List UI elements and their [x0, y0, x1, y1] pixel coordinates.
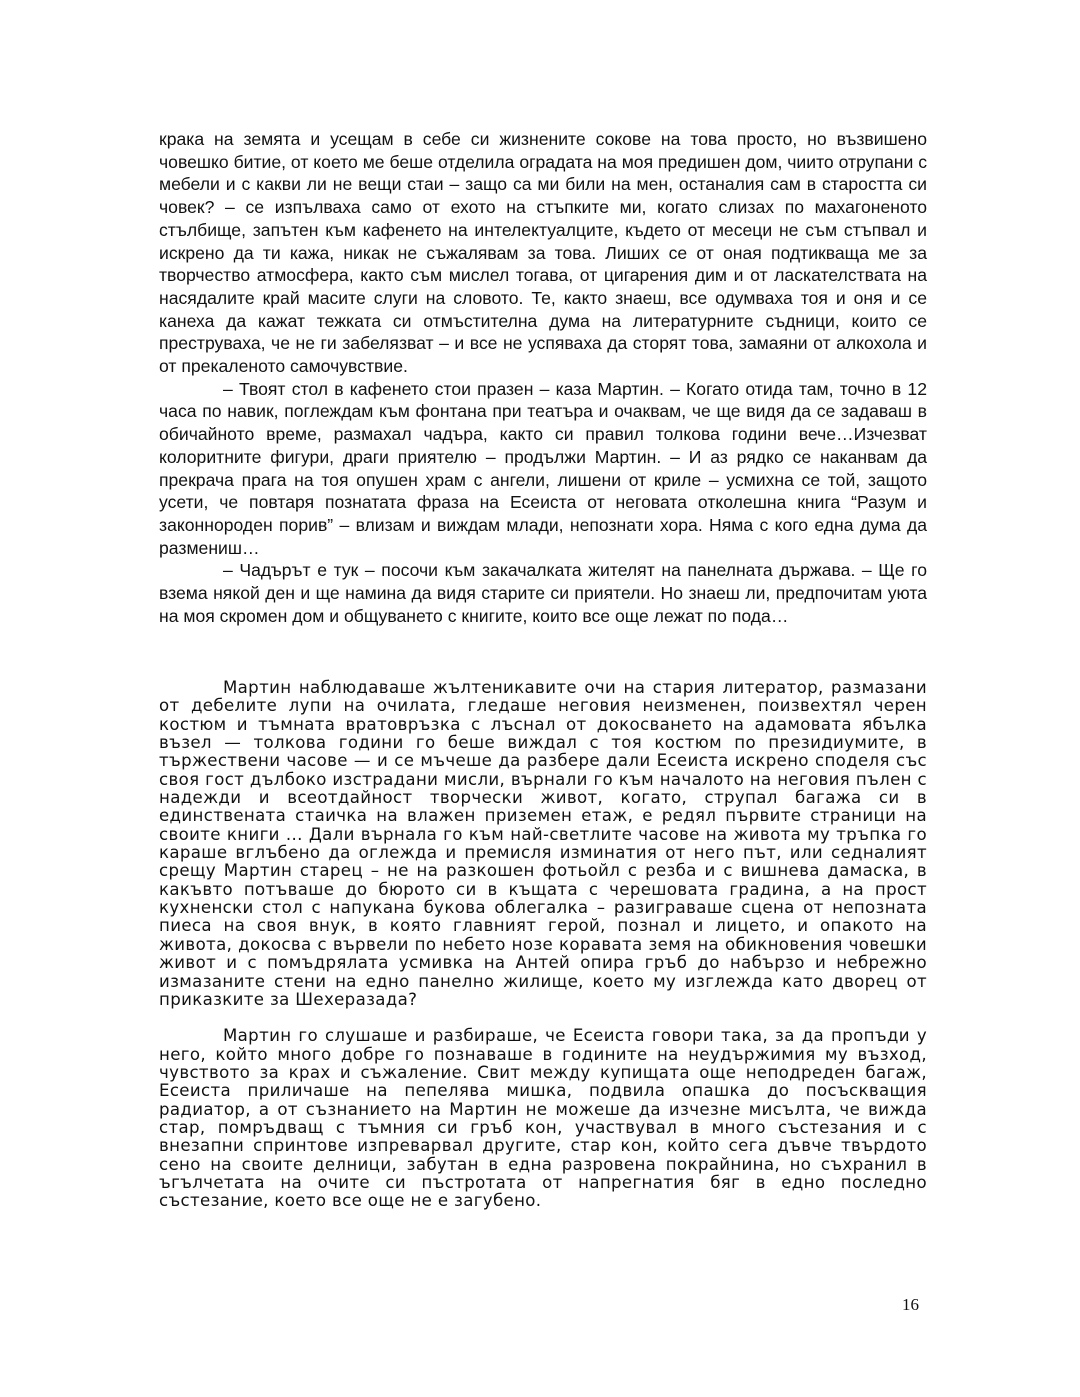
paragraph-martin-listens: Мартин го слушаше и разбираше, че Есеиста говори така, за да пропъди у него, който много добре го познаваше в годините на неудържимия му възход, чувството за крах и съжаление. Свит между купищата още неподреден багаж, Есеиста приличаше на пепелява мишка, подвила опашка до посъскващия радиатор, а от съзнанието на Мартин не можеше да изчезне мисълта, че вижда стар, помръдващ с тъмния си гръб кон, участвувал в много състезания и с внезапни спринтове изпреварвал другите, стар кон, който сега дъвче твърдото сено на своите делници, забутан в една разровена покрайнина, но съхранил в ъгълчетата на очите си пъстротата от напрегнатия бяг в едно последно състезание, което все още не е загубено. — [159, 1026, 927, 1211]
paragraph-martin-observes: Мартин наблюдаваше жълтеникавите очи на стария литератор, размазани от дебелите лупи на очилата, гледаше неговия неизменен, поизвехтял черен костюм и тъмната вратовръзка с лъснал от докосването на адамовата ябълка възел — толкова години го беше виждал с тоя костюм по президиумите, в тържествени часове — и се мъчеше да разбере дали Есеиста искрено споделя със своя гост дълбоко изстрадани мисли, върнали го към началото на неговия пълен с надежди и всеотдайност творчески живот, когато, струпал багажа си в единствената стаичка на влажен приземен етаж, е редял първите страници на своите книги ... Дали върнала го към най-светлите часове на живота му тръпка го караше вглъбено да оглежда и премисля изминатия от него път, или седналият срещу Мартин старец – не на разкошен фотьойл с резба и с вишнева дамаска, в какъвто потъваше до бюрото си в къщата с черешовата градина, а на прост кухненски стол с напукана букова облегалка – разиграваше сцена от непозната пиеса на своя внук, в която главният герой, познал и лицето, и опакото на живота, докосва с вървели по небето нозе коравата земя на обикновения човешки живот и с помъдрялата усмивка на Антей опира гръб до набързо и небрежно измазаните стени на едно панелно жилище, което му изглежда като дворец от приказките за Шехеразада? — [159, 678, 927, 1009]
page-number: 16 — [902, 1295, 919, 1314]
paragraph-dialogue-umbrella: – Чадърът е тук – посочи към закачалката жителят на панелната държава. – Ще го взема някой ден и ще намина да видя старите си приятели. Но знаеш ли, предпочитам уюта на моя скромен дом и общуването с книгите, които все още лежат по пода… — [159, 560, 927, 626]
text-section-bottom — [159, 679, 927, 1229]
text-section-top — [159, 128, 927, 627]
paragraph-continuation: крака на земята и усещам в себе си жизнените сокове на това просто, но възвишено човешко битие, от което ме беше отделила оградата на моя предишен дом, чиито отрупани с мебели и с какви ли не вещи стаи – защо са ми били на мен, останалия сам в старостта си човек? – се изпълваха само от ехото на стъпките ми, когато слизах по махагоненото стълбище, запътен към кафенето на интелектуалците, където от месеци не съм стъпвал и искрено да ти кажа, никак не съжалявам за това. Лиших се от оная подтикваща ме за творчество атмосфера, както съм мислел тогава, от цигарения дим и от ласкателствата на насядалите край масите слуги на словото. Те, както знаеш, все одумваха тоя и оня и се канеха да кажат тежката си отмъстителна дума на литературните съдници, които се преструваха, че не ги забелязват – и все не успяваха да сторят това, замаяни от алкохола и от прекаленото самочувствие. — [159, 129, 927, 377]
paragraph-dialogue-martin: – Твоят стол в кафенето стои празен – каза Мартин. – Когато отида там, точно в 12 часа по навик, поглеждам към фонтана при театъра и очаквам, че ще видя да се задаваш в обичайното време, размахал чадъра, както си правил толкова години вече…Изчезват колоритните фигури, драги приятелю – продължи Мартин. – И аз рядко се наканвам да прекрача прага на тоя опушен храм с ангели, лишени от криле – усмихна се той, защото усети, че повтаря познатата фраза на Есеиста от неговата отколешна книга “Разум и законнороден порив” – влизам и виждам млади, непознати хора. Няма с кого една дума да размениш… — [159, 378, 927, 558]
